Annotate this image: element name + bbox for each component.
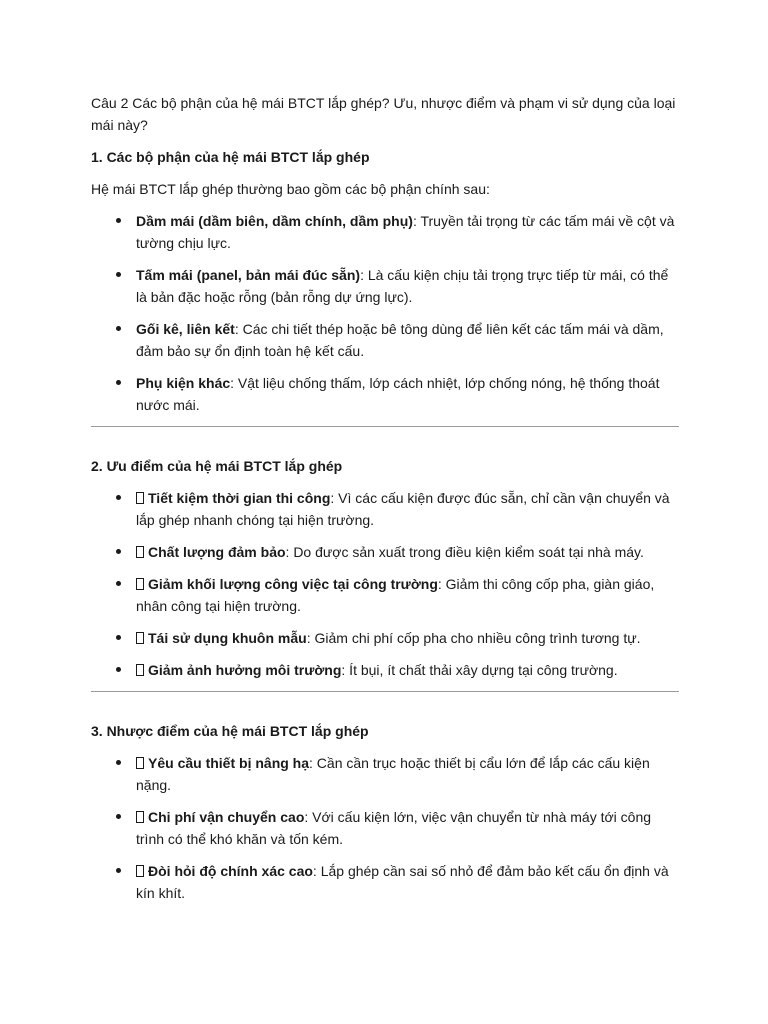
item-term: Giảm khối lượng công việc tại công trường — [148, 576, 438, 592]
item-term: Giảm ảnh hưởng môi trường — [148, 662, 342, 678]
item-desc: : Là cấu kiện chịu tải trọng trực tiếp từ mái, có thể là bản đặc hoặc rỗng (bản rỗng dự ứng lực). — [136, 267, 669, 305]
section-1-title: 1. Các bộ phận của hệ mái BTCT lắp ghép — [91, 149, 370, 165]
item-desc: : Vật liệu chống thấm, lớp cách nhiệt, lớp chống nóng, hệ thống thoát nước mái. — [136, 375, 660, 413]
missing-glyph-icon — [136, 865, 144, 877]
list-item — [91, 487, 679, 531]
item-term: Yêu cầu thiết bị nâng hạ — [148, 755, 310, 771]
item-desc: : Do được sản xuất trong điều kiện kiểm soát tại nhà máy. — [285, 544, 644, 560]
missing-glyph-icon — [136, 811, 144, 823]
section-3-title: 3. Nhược điểm của hệ mái BTCT lắp ghép — [91, 723, 369, 739]
item-desc: : Truyền tải trọng từ các tấm mái về cột và tường chịu lực. — [136, 213, 675, 251]
item-desc: : Ít bụi, ít chất thải xây dựng tại công trường. — [341, 662, 618, 678]
list-item — [91, 752, 679, 796]
item-term: Phụ kiện khác — [136, 375, 231, 391]
section-divider — [91, 426, 679, 427]
item-term: Chi phí vận chuyển cao — [148, 809, 305, 825]
item-desc: : Với cấu kiện lớn, việc vận chuyển từ nhà máy tới công trình có thể khó khăn và tốn kém. — [136, 809, 652, 847]
list-item — [91, 573, 679, 617]
missing-glyph-icon — [136, 546, 144, 558]
question-text: Câu 2 Các bộ phận của hệ mái BTCT lắp ghép? Ưu, nhược điểm và phạm vi sử dụng của loại mái này? — [91, 95, 676, 133]
item-term: Tái sử dụng khuôn mẫu — [148, 630, 307, 646]
section-3-list — [91, 752, 679, 904]
document-page — [91, 92, 679, 914]
section-divider — [91, 691, 679, 692]
section-1-intro: Hệ mái BTCT lắp ghép thường bao gồm các bộ phận chính sau: — [91, 181, 490, 197]
item-term: Dầm mái (dầm biên, dầm chính, dầm phụ) — [136, 213, 413, 229]
missing-glyph-icon — [136, 492, 144, 504]
section-1-list — [91, 210, 679, 416]
item-term: Gối kê, liên kết — [136, 321, 235, 337]
list-item — [91, 264, 679, 308]
list-item — [91, 627, 679, 649]
list-item — [91, 318, 679, 362]
item-term: Đòi hỏi độ chính xác cao — [148, 863, 313, 879]
list-item — [91, 860, 679, 904]
list-item — [91, 806, 679, 850]
section-2-title: 2. Ưu điểm của hệ mái BTCT lắp ghép — [91, 458, 343, 474]
missing-glyph-icon — [136, 578, 144, 590]
item-desc: : Cần cần trục hoặc thiết bị cẩu lớn để lắp các cấu kiện nặng. — [136, 755, 650, 793]
item-term: Tấm mái (panel, bản mái đúc sẵn) — [136, 267, 361, 283]
item-desc: : Lắp ghép cần sai số nhỏ để đảm bảo kết cấu ổn định và kín khít. — [136, 863, 669, 901]
list-item — [91, 541, 679, 563]
list-item — [91, 659, 679, 681]
item-term: Chất lượng đảm bảo — [148, 544, 286, 560]
item-term: Tiết kiệm thời gian thi công — [148, 490, 331, 506]
list-item — [91, 210, 679, 254]
item-desc: : Các chi tiết thép hoặc bê tông dùng để liên kết các tấm mái và dầm, đảm bảo sự ổn định toàn hệ kết cấu. — [136, 321, 664, 359]
item-desc: : Vì các cấu kiện được đúc sẵn, chỉ cần vận chuyển và lắp ghép nhanh chóng tại hiện trường. — [136, 490, 670, 528]
section-2-list — [91, 487, 679, 681]
item-desc: : Giảm chi phí cốp pha cho nhiều công trình tương tự. — [306, 630, 641, 646]
missing-glyph-icon — [136, 632, 144, 644]
missing-glyph-icon — [136, 664, 144, 676]
list-item — [91, 372, 679, 416]
item-desc: : Giảm thi công cốp pha, giàn giáo, nhân công tại hiện trường. — [136, 576, 655, 614]
missing-glyph-icon — [136, 757, 144, 769]
